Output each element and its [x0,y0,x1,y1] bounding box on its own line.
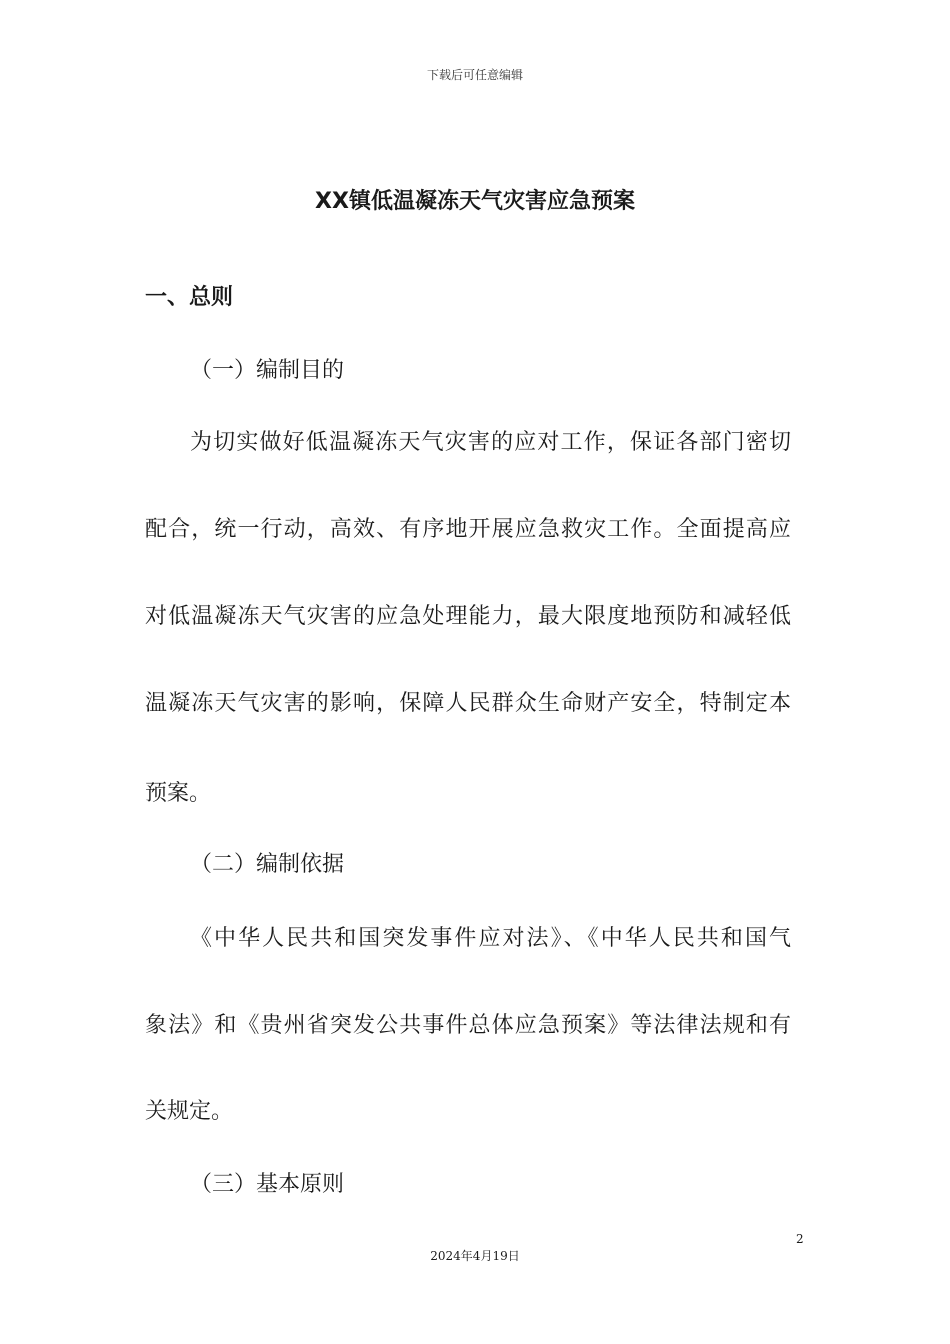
document-title: XX镇低温凝冻天气灾害应急预案 [315,189,635,214]
paragraph-line: 对低温凝冻天气灾害的应急处理能力，最大限度地预防和减轻低 [145,604,791,629]
paragraph-line: 温凝冻天气灾害的影响，保障人民群众生命财产安全，特制定本 [145,691,791,716]
subsection-heading-purpose: （一）编制目的 [190,358,345,383]
paragraph-line: 象法》和《贵州省突发公共事件总体应急预案》等法律法规和有 [145,1013,791,1038]
subsection-heading-basis: （二）编制依据 [190,852,345,877]
paragraph-line: 配合，统一行动，高效、有序地开展应急救灾工作。全面提高应 [145,517,791,542]
header-note: 下载后可任意编辑 [426,68,523,82]
paragraph-line: 《中华人民共和国突发事件应对法》、《中华人民共和国气 [190,926,791,951]
paragraph-line: 关规定。 [145,1099,234,1124]
paragraph-line: 预案。 [145,781,212,806]
section-heading-general: 一、总则 [145,285,234,310]
subsection-heading-principles: （三）基本原则 [190,1172,345,1197]
page-number: 2 [796,1232,804,1246]
footer-date: 2024年4月19日 [430,1249,520,1263]
paragraph-line: 为切实做好低温凝冻天气灾害的应对工作，保证各部门密切 [190,430,791,455]
